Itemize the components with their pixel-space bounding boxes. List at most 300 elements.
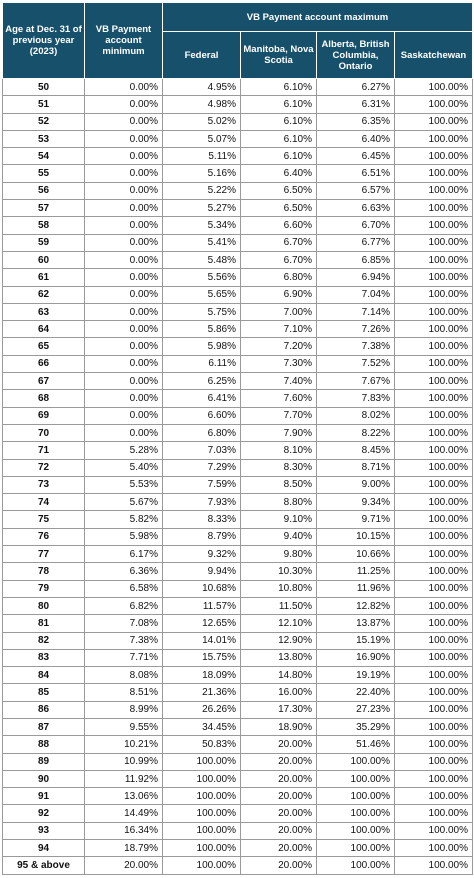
alberta-bc-ontario-cell: 6.77% xyxy=(317,234,395,251)
table-row xyxy=(3,217,473,234)
minimum-cell: 7.08% xyxy=(85,615,163,632)
federal-cell: 34.45% xyxy=(163,718,241,735)
table-row xyxy=(3,667,473,684)
manitoba-nova-scotia-cell: 6.80% xyxy=(241,269,317,286)
saskatchewan-cell: 100.00% xyxy=(395,355,473,372)
federal-cell: 8.79% xyxy=(163,528,241,545)
federal-cell: 100.00% xyxy=(163,857,241,874)
alberta-bc-ontario-cell: 19.19% xyxy=(317,667,395,684)
saskatchewan-cell: 100.00% xyxy=(395,615,473,632)
manitoba-nova-scotia-cell: 17.30% xyxy=(241,701,317,718)
table-row xyxy=(3,442,473,459)
table-row xyxy=(3,632,473,649)
minimum-cell: 0.00% xyxy=(85,96,163,113)
saskatchewan-cell: 100.00% xyxy=(395,251,473,268)
manitoba-nova-scotia-cell: 6.40% xyxy=(241,165,317,182)
manitoba-nova-scotia-cell: 20.00% xyxy=(241,736,317,753)
minimum-cell: 11.92% xyxy=(85,770,163,787)
manitoba-nova-scotia-cell: 20.00% xyxy=(241,753,317,770)
saskatchewan-cell: 100.00% xyxy=(395,736,473,753)
table-row xyxy=(3,303,473,320)
federal-cell: 100.00% xyxy=(163,753,241,770)
age-cell: 77 xyxy=(3,546,85,563)
header-maximum-group: VB Payment account maximum xyxy=(163,3,473,32)
age-cell: 72 xyxy=(3,459,85,476)
alberta-bc-ontario-cell: 100.00% xyxy=(317,770,395,787)
saskatchewan-cell: 100.00% xyxy=(395,667,473,684)
federal-cell: 18.09% xyxy=(163,667,241,684)
age-cell: 84 xyxy=(3,667,85,684)
age-cell: 74 xyxy=(3,494,85,511)
minimum-cell: 0.00% xyxy=(85,303,163,320)
manitoba-nova-scotia-cell: 8.30% xyxy=(241,459,317,476)
manitoba-nova-scotia-cell: 9.80% xyxy=(241,546,317,563)
saskatchewan-cell: 100.00% xyxy=(395,770,473,787)
age-cell: 53 xyxy=(3,130,85,147)
federal-cell: 5.11% xyxy=(163,148,241,165)
federal-cell: 7.03% xyxy=(163,442,241,459)
saskatchewan-cell: 100.00% xyxy=(395,148,473,165)
federal-cell: 10.68% xyxy=(163,580,241,597)
table-row xyxy=(3,822,473,839)
federal-cell: 9.32% xyxy=(163,546,241,563)
manitoba-nova-scotia-cell: 20.00% xyxy=(241,770,317,787)
age-cell: 81 xyxy=(3,615,85,632)
table-row xyxy=(3,718,473,735)
minimum-cell: 6.36% xyxy=(85,563,163,580)
age-cell: 59 xyxy=(3,234,85,251)
manitoba-nova-scotia-cell: 8.50% xyxy=(241,476,317,493)
age-cell: 95 & above xyxy=(3,857,85,874)
age-cell: 64 xyxy=(3,321,85,338)
alberta-bc-ontario-cell: 7.14% xyxy=(317,303,395,320)
manitoba-nova-scotia-cell: 9.40% xyxy=(241,528,317,545)
saskatchewan-cell: 100.00% xyxy=(395,321,473,338)
age-cell: 65 xyxy=(3,338,85,355)
age-cell: 75 xyxy=(3,511,85,528)
manitoba-nova-scotia-cell: 7.90% xyxy=(241,424,317,441)
minimum-cell: 10.99% xyxy=(85,753,163,770)
saskatchewan-cell: 100.00% xyxy=(395,286,473,303)
alberta-bc-ontario-cell: 8.02% xyxy=(317,407,395,424)
saskatchewan-cell: 100.00% xyxy=(395,442,473,459)
alberta-bc-ontario-cell: 9.71% xyxy=(317,511,395,528)
federal-cell: 6.11% xyxy=(163,355,241,372)
minimum-cell: 0.00% xyxy=(85,165,163,182)
header-alberta-bc-ontario: Alberta, British Columbia, Ontario xyxy=(317,32,395,79)
table-row xyxy=(3,684,473,701)
age-cell: 86 xyxy=(3,701,85,718)
age-cell: 57 xyxy=(3,200,85,217)
minimum-cell: 0.00% xyxy=(85,130,163,147)
manitoba-nova-scotia-cell: 18.90% xyxy=(241,718,317,735)
minimum-cell: 0.00% xyxy=(85,424,163,441)
minimum-cell: 5.28% xyxy=(85,442,163,459)
age-cell: 69 xyxy=(3,407,85,424)
table-row xyxy=(3,563,473,580)
alberta-bc-ontario-cell: 100.00% xyxy=(317,840,395,857)
manitoba-nova-scotia-cell: 7.00% xyxy=(241,303,317,320)
table-row xyxy=(3,234,473,251)
alberta-bc-ontario-cell: 10.15% xyxy=(317,528,395,545)
manitoba-nova-scotia-cell: 8.10% xyxy=(241,442,317,459)
age-cell: 56 xyxy=(3,182,85,199)
table-row xyxy=(3,373,473,390)
minimum-cell: 0.00% xyxy=(85,251,163,268)
age-cell: 62 xyxy=(3,286,85,303)
age-cell: 55 xyxy=(3,165,85,182)
age-cell: 85 xyxy=(3,684,85,701)
manitoba-nova-scotia-cell: 7.30% xyxy=(241,355,317,372)
table-row xyxy=(3,511,473,528)
alberta-bc-ontario-cell: 7.83% xyxy=(317,390,395,407)
saskatchewan-cell: 100.00% xyxy=(395,424,473,441)
saskatchewan-cell: 100.00% xyxy=(395,753,473,770)
saskatchewan-cell: 100.00% xyxy=(395,494,473,511)
age-cell: 93 xyxy=(3,822,85,839)
federal-cell: 26.26% xyxy=(163,701,241,718)
age-cell: 73 xyxy=(3,476,85,493)
alberta-bc-ontario-cell: 16.90% xyxy=(317,649,395,666)
minimum-cell: 0.00% xyxy=(85,338,163,355)
age-cell: 61 xyxy=(3,269,85,286)
federal-cell: 100.00% xyxy=(163,788,241,805)
federal-cell: 5.34% xyxy=(163,217,241,234)
minimum-cell: 7.71% xyxy=(85,649,163,666)
alberta-bc-ontario-cell: 6.63% xyxy=(317,200,395,217)
federal-cell: 100.00% xyxy=(163,822,241,839)
table-row xyxy=(3,649,473,666)
manitoba-nova-scotia-cell: 20.00% xyxy=(241,822,317,839)
table-row xyxy=(3,494,473,511)
age-cell: 90 xyxy=(3,770,85,787)
header-federal: Federal xyxy=(163,32,241,79)
minimum-cell: 0.00% xyxy=(85,148,163,165)
saskatchewan-cell: 100.00% xyxy=(395,269,473,286)
minimum-cell: 5.82% xyxy=(85,511,163,528)
age-cell: 63 xyxy=(3,303,85,320)
manitoba-nova-scotia-cell: 7.40% xyxy=(241,373,317,390)
saskatchewan-cell: 100.00% xyxy=(395,79,473,96)
saskatchewan-cell: 100.00% xyxy=(395,390,473,407)
manitoba-nova-scotia-cell: 6.10% xyxy=(241,148,317,165)
manitoba-nova-scotia-cell: 6.70% xyxy=(241,251,317,268)
federal-cell: 4.95% xyxy=(163,79,241,96)
manitoba-nova-scotia-cell: 7.70% xyxy=(241,407,317,424)
vb-payment-table xyxy=(2,2,473,875)
alberta-bc-ontario-cell: 6.40% xyxy=(317,130,395,147)
table-row xyxy=(3,424,473,441)
table-row xyxy=(3,200,473,217)
table-row xyxy=(3,338,473,355)
saskatchewan-cell: 100.00% xyxy=(395,459,473,476)
federal-cell: 21.36% xyxy=(163,684,241,701)
alberta-bc-ontario-cell: 6.27% xyxy=(317,79,395,96)
manitoba-nova-scotia-cell: 13.80% xyxy=(241,649,317,666)
saskatchewan-cell: 100.00% xyxy=(395,200,473,217)
age-cell: 66 xyxy=(3,355,85,372)
manitoba-nova-scotia-cell: 20.00% xyxy=(241,805,317,822)
alberta-bc-ontario-cell: 35.29% xyxy=(317,718,395,735)
table-header xyxy=(3,3,473,79)
table-row xyxy=(3,476,473,493)
minimum-cell: 0.00% xyxy=(85,390,163,407)
header-minimum: VB Payment account minimum xyxy=(85,3,163,79)
age-cell: 68 xyxy=(3,390,85,407)
age-cell: 70 xyxy=(3,424,85,441)
federal-cell: 6.41% xyxy=(163,390,241,407)
alberta-bc-ontario-cell: 100.00% xyxy=(317,788,395,805)
manitoba-nova-scotia-cell: 6.10% xyxy=(241,130,317,147)
minimum-cell: 6.58% xyxy=(85,580,163,597)
saskatchewan-cell: 100.00% xyxy=(395,563,473,580)
alberta-bc-ontario-cell: 7.38% xyxy=(317,338,395,355)
alberta-bc-ontario-cell: 6.35% xyxy=(317,113,395,130)
table-row xyxy=(3,701,473,718)
federal-cell: 5.48% xyxy=(163,251,241,268)
alberta-bc-ontario-cell: 12.82% xyxy=(317,597,395,614)
manitoba-nova-scotia-cell: 6.10% xyxy=(241,79,317,96)
manitoba-nova-scotia-cell: 14.80% xyxy=(241,667,317,684)
manitoba-nova-scotia-cell: 16.00% xyxy=(241,684,317,701)
federal-cell: 7.93% xyxy=(163,494,241,511)
table-row xyxy=(3,805,473,822)
federal-cell: 15.75% xyxy=(163,649,241,666)
table-row xyxy=(3,840,473,857)
minimum-cell: 0.00% xyxy=(85,234,163,251)
minimum-cell: 13.06% xyxy=(85,788,163,805)
manitoba-nova-scotia-cell: 12.90% xyxy=(241,632,317,649)
alberta-bc-ontario-cell: 6.85% xyxy=(317,251,395,268)
saskatchewan-cell: 100.00% xyxy=(395,597,473,614)
table-row xyxy=(3,130,473,147)
alberta-bc-ontario-cell: 27.23% xyxy=(317,701,395,718)
age-cell: 51 xyxy=(3,96,85,113)
alberta-bc-ontario-cell: 8.45% xyxy=(317,442,395,459)
federal-cell: 7.29% xyxy=(163,459,241,476)
table-row xyxy=(3,251,473,268)
table-row xyxy=(3,528,473,545)
age-cell: 80 xyxy=(3,597,85,614)
federal-cell: 5.75% xyxy=(163,303,241,320)
saskatchewan-cell: 100.00% xyxy=(395,580,473,597)
saskatchewan-cell: 100.00% xyxy=(395,303,473,320)
saskatchewan-cell: 100.00% xyxy=(395,130,473,147)
saskatchewan-cell: 100.00% xyxy=(395,684,473,701)
header-manitoba-nova-scotia: Manitoba, Nova Scotia xyxy=(241,32,317,79)
federal-cell: 6.60% xyxy=(163,407,241,424)
manitoba-nova-scotia-cell: 20.00% xyxy=(241,788,317,805)
vb-payment-table-container xyxy=(2,2,472,875)
minimum-cell: 0.00% xyxy=(85,269,163,286)
table-row xyxy=(3,546,473,563)
manitoba-nova-scotia-cell: 7.20% xyxy=(241,338,317,355)
minimum-cell: 0.00% xyxy=(85,182,163,199)
saskatchewan-cell: 100.00% xyxy=(395,805,473,822)
saskatchewan-cell: 100.00% xyxy=(395,511,473,528)
manitoba-nova-scotia-cell: 6.50% xyxy=(241,182,317,199)
minimum-cell: 0.00% xyxy=(85,373,163,390)
minimum-cell: 14.49% xyxy=(85,805,163,822)
alberta-bc-ontario-cell: 100.00% xyxy=(317,753,395,770)
saskatchewan-cell: 100.00% xyxy=(395,217,473,234)
age-cell: 78 xyxy=(3,563,85,580)
age-cell: 71 xyxy=(3,442,85,459)
age-cell: 79 xyxy=(3,580,85,597)
minimum-cell: 6.17% xyxy=(85,546,163,563)
manitoba-nova-scotia-cell: 9.10% xyxy=(241,511,317,528)
minimum-cell: 0.00% xyxy=(85,217,163,234)
minimum-cell: 0.00% xyxy=(85,113,163,130)
age-cell: 83 xyxy=(3,649,85,666)
minimum-cell: 16.34% xyxy=(85,822,163,839)
manitoba-nova-scotia-cell: 8.80% xyxy=(241,494,317,511)
minimum-cell: 0.00% xyxy=(85,407,163,424)
age-cell: 54 xyxy=(3,148,85,165)
alberta-bc-ontario-cell: 22.40% xyxy=(317,684,395,701)
federal-cell: 6.80% xyxy=(163,424,241,441)
minimum-cell: 9.55% xyxy=(85,718,163,735)
alberta-bc-ontario-cell: 6.57% xyxy=(317,182,395,199)
saskatchewan-cell: 100.00% xyxy=(395,822,473,839)
federal-cell: 5.22% xyxy=(163,182,241,199)
table-row xyxy=(3,597,473,614)
table-row xyxy=(3,96,473,113)
saskatchewan-cell: 100.00% xyxy=(395,338,473,355)
saskatchewan-cell: 100.00% xyxy=(395,632,473,649)
saskatchewan-cell: 100.00% xyxy=(395,701,473,718)
minimum-cell: 7.38% xyxy=(85,632,163,649)
alberta-bc-ontario-cell: 100.00% xyxy=(317,857,395,874)
age-cell: 76 xyxy=(3,528,85,545)
age-cell: 94 xyxy=(3,840,85,857)
minimum-cell: 8.51% xyxy=(85,684,163,701)
saskatchewan-cell: 100.00% xyxy=(395,649,473,666)
table-row xyxy=(3,407,473,424)
age-cell: 52 xyxy=(3,113,85,130)
minimum-cell: 10.21% xyxy=(85,736,163,753)
age-cell: 92 xyxy=(3,805,85,822)
manitoba-nova-scotia-cell: 6.60% xyxy=(241,217,317,234)
minimum-cell: 5.98% xyxy=(85,528,163,545)
federal-cell: 5.56% xyxy=(163,269,241,286)
saskatchewan-cell: 100.00% xyxy=(395,718,473,735)
federal-cell: 5.02% xyxy=(163,113,241,130)
table-row xyxy=(3,148,473,165)
manitoba-nova-scotia-cell: 6.10% xyxy=(241,96,317,113)
federal-cell: 5.27% xyxy=(163,200,241,217)
age-cell: 58 xyxy=(3,217,85,234)
federal-cell: 100.00% xyxy=(163,805,241,822)
age-cell: 91 xyxy=(3,788,85,805)
alberta-bc-ontario-cell: 6.94% xyxy=(317,269,395,286)
minimum-cell: 8.99% xyxy=(85,701,163,718)
minimum-cell: 0.00% xyxy=(85,355,163,372)
manitoba-nova-scotia-cell: 6.90% xyxy=(241,286,317,303)
federal-cell: 12.65% xyxy=(163,615,241,632)
alberta-bc-ontario-cell: 15.19% xyxy=(317,632,395,649)
federal-cell: 5.07% xyxy=(163,130,241,147)
alberta-bc-ontario-cell: 7.67% xyxy=(317,373,395,390)
alberta-bc-ontario-cell: 7.52% xyxy=(317,355,395,372)
alberta-bc-ontario-cell: 9.34% xyxy=(317,494,395,511)
age-cell: 60 xyxy=(3,251,85,268)
federal-cell: 11.57% xyxy=(163,597,241,614)
federal-cell: 7.59% xyxy=(163,476,241,493)
minimum-cell: 0.00% xyxy=(85,79,163,96)
table-row xyxy=(3,736,473,753)
manitoba-nova-scotia-cell: 7.10% xyxy=(241,321,317,338)
federal-cell: 14.01% xyxy=(163,632,241,649)
header-age: Age at Dec. 31 of previous year (2023) xyxy=(3,3,85,79)
table-row xyxy=(3,753,473,770)
saskatchewan-cell: 100.00% xyxy=(395,857,473,874)
federal-cell: 5.86% xyxy=(163,321,241,338)
manitoba-nova-scotia-cell: 7.60% xyxy=(241,390,317,407)
alberta-bc-ontario-cell: 8.22% xyxy=(317,424,395,441)
table-row xyxy=(3,770,473,787)
saskatchewan-cell: 100.00% xyxy=(395,528,473,545)
alberta-bc-ontario-cell: 51.46% xyxy=(317,736,395,753)
federal-cell: 50.83% xyxy=(163,736,241,753)
saskatchewan-cell: 100.00% xyxy=(395,96,473,113)
saskatchewan-cell: 100.00% xyxy=(395,407,473,424)
alberta-bc-ontario-cell: 7.26% xyxy=(317,321,395,338)
alberta-bc-ontario-cell: 6.31% xyxy=(317,96,395,113)
federal-cell: 6.25% xyxy=(163,373,241,390)
manitoba-nova-scotia-cell: 12.10% xyxy=(241,615,317,632)
table-row xyxy=(3,286,473,303)
table-row xyxy=(3,615,473,632)
age-cell: 82 xyxy=(3,632,85,649)
minimum-cell: 18.79% xyxy=(85,840,163,857)
header-saskatchewan: Saskatchewan xyxy=(395,32,473,79)
minimum-cell: 5.67% xyxy=(85,494,163,511)
table-row xyxy=(3,390,473,407)
age-cell: 67 xyxy=(3,373,85,390)
table-body xyxy=(3,79,473,875)
federal-cell: 5.65% xyxy=(163,286,241,303)
table-row xyxy=(3,788,473,805)
table-row xyxy=(3,459,473,476)
alberta-bc-ontario-cell: 6.70% xyxy=(317,217,395,234)
minimum-cell: 0.00% xyxy=(85,200,163,217)
saskatchewan-cell: 100.00% xyxy=(395,476,473,493)
alberta-bc-ontario-cell: 8.71% xyxy=(317,459,395,476)
minimum-cell: 0.00% xyxy=(85,321,163,338)
federal-cell: 100.00% xyxy=(163,840,241,857)
age-cell: 89 xyxy=(3,753,85,770)
alberta-bc-ontario-cell: 9.00% xyxy=(317,476,395,493)
saskatchewan-cell: 100.00% xyxy=(395,165,473,182)
table-row xyxy=(3,165,473,182)
manitoba-nova-scotia-cell: 10.80% xyxy=(241,580,317,597)
table-row xyxy=(3,321,473,338)
federal-cell: 4.98% xyxy=(163,96,241,113)
alberta-bc-ontario-cell: 10.66% xyxy=(317,546,395,563)
saskatchewan-cell: 100.00% xyxy=(395,234,473,251)
age-cell: 88 xyxy=(3,736,85,753)
manitoba-nova-scotia-cell: 20.00% xyxy=(241,857,317,874)
manitoba-nova-scotia-cell: 6.50% xyxy=(241,200,317,217)
alberta-bc-ontario-cell: 100.00% xyxy=(317,822,395,839)
alberta-bc-ontario-cell: 11.96% xyxy=(317,580,395,597)
federal-cell: 5.16% xyxy=(163,165,241,182)
manitoba-nova-scotia-cell: 6.70% xyxy=(241,234,317,251)
minimum-cell: 5.40% xyxy=(85,459,163,476)
manitoba-nova-scotia-cell: 11.50% xyxy=(241,597,317,614)
alberta-bc-ontario-cell: 11.25% xyxy=(317,563,395,580)
